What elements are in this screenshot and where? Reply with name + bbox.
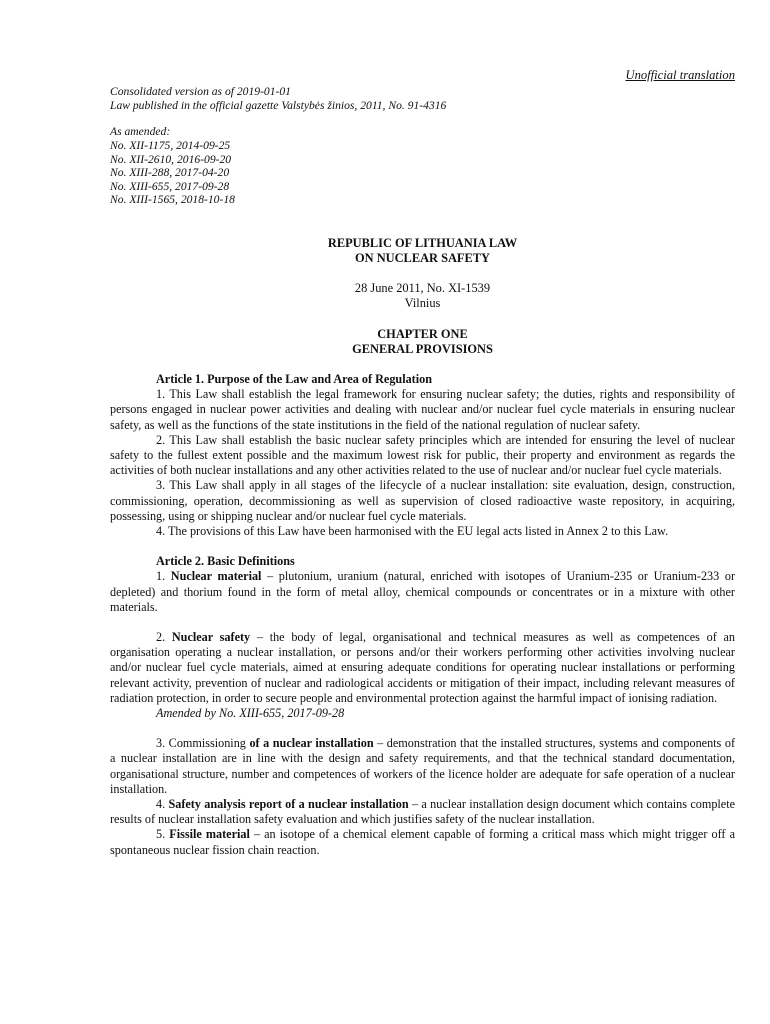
amendment-note: Amended by No. XIII-655, 2017-09-28 bbox=[156, 706, 345, 721]
article-1-paragraph-4: 4. The provisions of this Law have been harmonised with the EU legal acts listed in Annex 2 to this Law. bbox=[156, 523, 669, 538]
article-1-paragraph-2: 2. This Law shall establish the basic nuclear safety principles which are intended for ensuring the level of nuclear safety to the fullest extent possible and the maximum lowest risk for public, their property and environment as regards the activities of both nuclear installations and any other activities related to the use of nuclear and/or nuclear fuel cycle materials. bbox=[110, 432, 735, 478]
amendment-item: No. XIII-655, 2017-09-28 bbox=[110, 179, 230, 193]
term-commissioning: of a nuclear installation bbox=[249, 736, 374, 751]
article-1-paragraph-1: 1. This Law shall establish the legal framework for ensuring nuclear safety; the duties, rights and responsibility of persons engaged in nuclear power activities and dealing with nuclear and/or nuclear fuel cycle materials in ensuring nuclear safety, as well as the functions of the state institutions in the field of the national regulation of nuclear safety. bbox=[110, 387, 735, 432]
law-title-line-1: REPUBLIC OF LITHUANIA LAW bbox=[327, 235, 518, 250]
chapter-name: GENERAL PROVISIONS bbox=[352, 342, 493, 357]
article-1-title: Article 1. Purpose of the Law and Area of Regulation bbox=[156, 371, 433, 386]
chapter-number: CHAPTER ONE bbox=[377, 326, 468, 341]
law-place: Vilnius bbox=[404, 296, 441, 311]
amendment-item: No. XIII-288, 2017-04-20 bbox=[110, 166, 230, 180]
consolidation-info bbox=[110, 85, 735, 112]
amendment-item: No. XII-2610, 2016-09-20 bbox=[110, 152, 232, 166]
amendment-item: No. XIII-1565, 2018-10-18 bbox=[110, 193, 235, 207]
consolidated-version: Consolidated version as of 2019-01-01 bbox=[110, 85, 291, 99]
amendments-list bbox=[110, 125, 735, 207]
term-nuclear-safety: Nuclear safety bbox=[171, 630, 251, 644]
as-amended-label: As amended: bbox=[110, 125, 171, 139]
amendment-item: No. XII-1175, 2014-09-25 bbox=[110, 138, 231, 152]
definition-commissioning: 3. Commissioning of a nuclear installation – demonstration that the installed structures, systems and components of a nuclear installation are in line with the design and safety requirements, and that the technical standard documentation, organisational structure, number and competences of workers of the licence holder are adequate for safe operation of a nuclear installation. bbox=[110, 736, 735, 796]
definition-nuclear-material: 1. Nuclear material – plutonium, uranium (natural, enriched with isotopes of Uranium-235 or Uranium-233 or depleted) and thorium found in the form of metal alloy, chemical compounds or concentrates or in a mixture with other materials. bbox=[110, 569, 736, 614]
document-page bbox=[110, 68, 735, 858]
term-nuclear-material: Nuclear material bbox=[170, 569, 262, 584]
article-1-paragraph-3: 3. This Law shall apply in all stages of the lifecycle of a nuclear installation: site evaluation, design, construction, commissioning, operation, decommissioning as well as supervision of closed radioactive waste repository, in acquiring, possessing, using or shipping nuclear and/or nuclear fuel cycle materials. bbox=[110, 478, 735, 523]
gazette-reference: Law published in the official gazette Valstybės žinios, 2011, No. 91-4316 bbox=[110, 98, 447, 112]
article-2-title: Article 2. Basic Definitions bbox=[156, 554, 295, 569]
term-safety-analysis-report: Safety analysis report of a nuclear installation bbox=[168, 797, 409, 812]
definition-safety-analysis-report: 4. Safety analysis report of a nuclear installation – a nuclear installation design document which contains complete results of nuclear installation safety evaluation and which justifies safety of the nuclear installation. bbox=[110, 797, 736, 827]
definition-nuclear-safety: 2. Nuclear safety – the body of legal, organisational and technical measures as well as competences of an organisation operating a nuclear installation, or persons and/or their workers performing other activities involving nuclear and/or nuclear fuel cycle materials, aimed at ensuring adequate conditions for operating nuclear installations or performing relevant activity, prevention of nuclear and radiological accidents or mitigation of their impact, including relevant measures of radiation protection, in order to secure people and environmental protection against the harmful impact of ionising radiation. bbox=[110, 630, 735, 705]
definition-fissile-material: 5. Fissile material – an isotope of a chemical element capable of forming a critical mass which might trigger off a spontaneous nuclear fission chain reaction. bbox=[110, 827, 735, 857]
term-fissile-material: Fissile material bbox=[169, 827, 250, 842]
law-date-number: 28 June 2011, No. XI-1539 bbox=[354, 280, 491, 295]
law-title-line-2: ON NUCLEAR SAFETY bbox=[355, 251, 490, 266]
unofficial-translation-note: Unofficial translation bbox=[625, 68, 735, 82]
